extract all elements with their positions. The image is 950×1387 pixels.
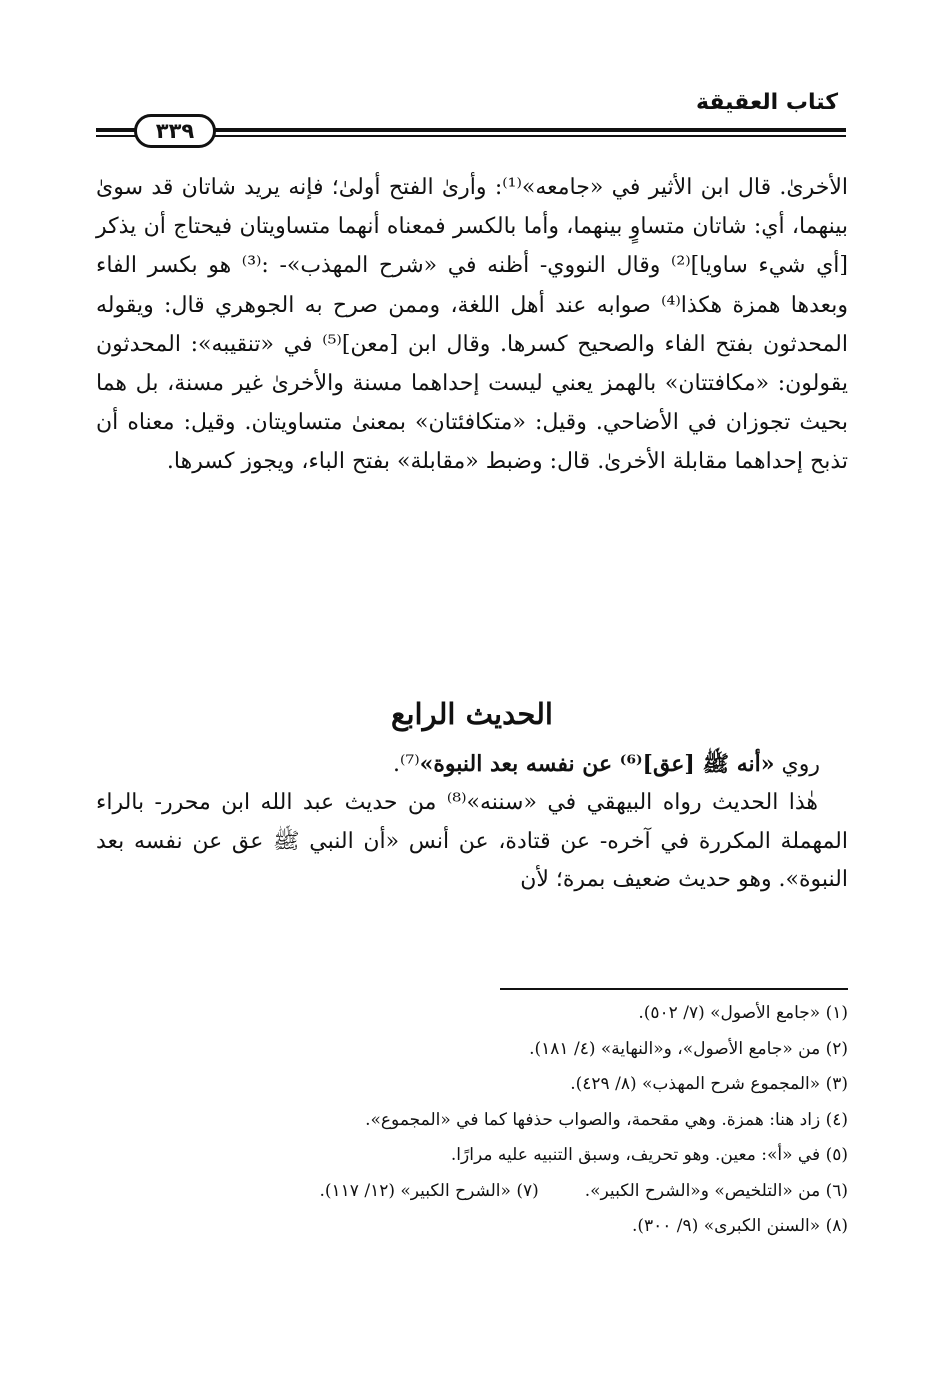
header-rule-left-thick [96, 128, 136, 132]
footnote-separator [500, 988, 848, 990]
footnote-1: (١) «جامع الأصول» (٧/ ٥٠٢). [638, 1003, 848, 1023]
footnote-row-6-7 [96, 1174, 848, 1210]
section-heading: الحديث الرابع [391, 697, 553, 731]
page-header [96, 88, 846, 148]
footnote-5: (٥) في «أ»: معين. وهو تحريف، وسبق التنبيه عليه مرارًا. [450, 1145, 848, 1165]
footnotes [96, 996, 848, 1245]
footnote-7: (٧) «الشرح الكبير» (١٢/ ١١٧). [319, 1180, 539, 1201]
header-rule-left-thin [96, 135, 136, 137]
header-rule-thin [214, 135, 846, 137]
riwaya-suffix: ⁽⁷⁾. [392, 752, 420, 777]
paragraph-1: الأخرىٰ. قال ابن الأثير في «جامعه»⁽¹⁾: وأرىٰ الفتح أولىٰ؛ فإنه يريد شاتان قد سوىٰ بينهما، أي: شاتان متساوٍ بينهما، وأما بالكسر فمعناه أنهما متساويتان فيحتاج أن يذكر [أي شيء ساويا]⁽²⁾ وقال النووي- أظنه في «شرح المهذب»- :⁽³⁾ هو بكسر الفاء وبعدها همزة هكذا⁽⁴⁾ صوابه عند أهل اللغة، وممن صرح به الجوهري قال: ويقوله المحدثون بفتح الفاء والصحيح كسرها. وقال ابن [معن]⁽⁵⁾ في «تنقيبه»: المحدثون يقولون: «مكافتتان» بالهمز يعني ليست إحداهما مسنة والأخرىٰ غير مسنة، بل هما بحيث تجوزان في الأضاحي. وقيل: «متكافئتان» بمعنىٰ متساويتان. وقيل: معناه أن تذبح إحداهما مقابلة الأخرىٰ. قال: وضبط «مقابلة» بفتح الباء، ويجوز كسرها. [96, 175, 849, 475]
main-text-block-1 [96, 168, 848, 482]
footnote-6: (٦) من «التلخيص» و«الشرح الكبير». [584, 1180, 848, 1201]
footnote-2: (٢) من «جامع الأصول»، و«النهاية» (٤/ ١٨١). [529, 1038, 848, 1059]
book-title: كتاب العقيقة [695, 90, 838, 115]
page-number: ٣٣٩ [134, 114, 216, 148]
riwaya-prefix: روي [774, 752, 820, 777]
main-text-block-2 [96, 745, 848, 900]
footnote-8: (٨) «السنن الكبرى» (٩/ ٣٠٠). [631, 1216, 848, 1236]
footnote-3: (٣) «المجموع شرح المهذب» (٨/ ٤٢٩). [570, 1074, 848, 1094]
riwaya-line [96, 745, 848, 784]
riwaya-quote: «أنه ﷺ [عق]⁽⁶⁾ عن نفسه بعد النبوة» [419, 751, 775, 777]
paragraph-2: هٰذا الحديث رواه البيهقي في «سننه»⁽⁸⁾ من حديث عبد الله ابن محرر- بالراء المهملة المكررة في آخره- عن قتادة، عن أنس «أن النبي ﷺ عق عن نفسه بعد النبوة». وهو حديث ضعيف بمرة؛ لأن [96, 790, 848, 893]
header-rule-thick [214, 128, 846, 132]
footnote-4: (٤) زاد هنا: همزة. وهي مقحمة، والصواب حذفها كما في «المجموع». [365, 1109, 848, 1130]
